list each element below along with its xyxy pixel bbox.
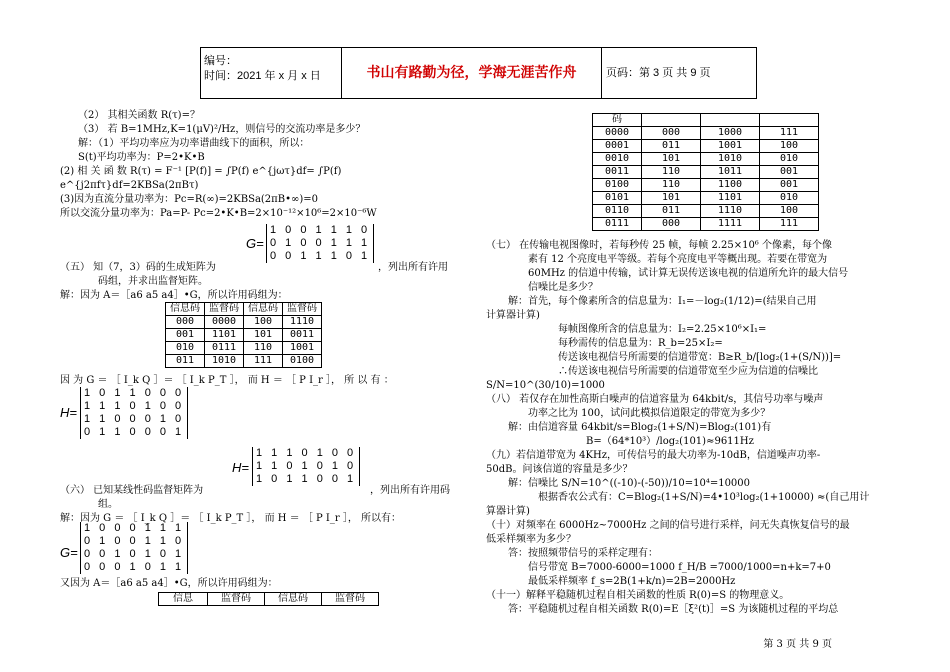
document-header xyxy=(200,47,757,99)
g-label: G= xyxy=(246,236,264,251)
right-line: 答：平稳随机过程自相关函数 R(0)=E［ξ²(t)］=S 为该随机过程的平均总 xyxy=(508,604,839,615)
right-line: 解：首先，每个像素所含的信息量为：I₁=－log₂(1/12)=(结果自己用 xyxy=(508,296,817,307)
table-cell: 0000 xyxy=(593,127,642,140)
table-cell: 011 xyxy=(642,205,701,218)
right-line: （十）对频率在 6000Hz~7000Hz 之间的信号进行采样，问无失真恢复信号的最 xyxy=(486,520,850,531)
table-cell: 111 xyxy=(244,355,283,368)
matrix-row: 0 0 1 0 1 0 1 xyxy=(84,548,185,560)
table-header xyxy=(642,114,701,127)
right-line: 答：按照频带信号的采样定理有： xyxy=(508,548,658,559)
table-row xyxy=(593,205,819,218)
table-cell: 0111 xyxy=(593,218,642,231)
table-cell: 101 xyxy=(642,153,701,166)
table-cell: 1001 xyxy=(283,342,322,355)
left-line: （2） 其相关函数 R(τ)=？ xyxy=(78,110,200,121)
g1-matrix xyxy=(266,224,374,263)
h-label: H= xyxy=(232,460,249,475)
right-line: 信噪比是多少？ xyxy=(528,282,598,293)
right-line: 传送该电视信号所需要的信道带宽：B≥R_b/[log₂(1+(S/N))]= xyxy=(558,352,842,363)
header-motto: 书山有路勤为径，学海无涯苦作舟 xyxy=(342,48,602,98)
code-table-3 xyxy=(592,113,819,231)
table-cell: 110 xyxy=(642,166,701,179)
table-cell: 1000 xyxy=(701,127,760,140)
table-row xyxy=(593,127,819,140)
table-cell: 001 xyxy=(760,179,819,192)
h2-matrix xyxy=(252,447,360,486)
table-cell: 0111 xyxy=(205,342,244,355)
right-line: 功率之比为 100，试问此模拟信道限定的带宽为多少？ xyxy=(528,408,771,419)
matrix-row: 1 0 0 1 1 1 0 xyxy=(270,224,371,236)
code-table-2 xyxy=(158,592,379,606)
right-line: 解：由信道容量 64kbit/s=Blog₂(1+S/N)=Blog₂(101)有 xyxy=(508,422,772,433)
table-cell: 001 xyxy=(760,166,819,179)
table-cell: 0100 xyxy=(593,179,642,192)
h-label: H= xyxy=(60,405,77,420)
table-header: 监督码 xyxy=(205,303,244,316)
table-header xyxy=(760,114,819,127)
right-line: （九）若信道带宽为 4KHz，可传信号的最大功率为-10dB，信道噪声功率- xyxy=(486,450,821,461)
right-line: 每秒需传的信息量为：R_b=25×I₂= xyxy=(558,338,723,349)
right-line: 根据香农公式有：C=Blog₂(1+S/N)=4•10³log₂(1+10000) ≈(自己用计 xyxy=(538,492,870,503)
table-cell: 110 xyxy=(642,179,701,192)
right-line: 信号带宽 B=7000-6000=1000 f_H/B =7000/1000=n+k=7+0 xyxy=(528,562,831,573)
table-header: 监督码 xyxy=(322,593,379,606)
table-cell: 1101 xyxy=(701,192,760,205)
table-cell: 010 xyxy=(166,342,205,355)
right-line: 解：信噪比 S/N=10^((-10)-(-50))/10=10⁴=10000 xyxy=(508,478,751,489)
table-cell: 110 xyxy=(244,342,283,355)
table-cell: 1011 xyxy=(701,166,760,179)
number-label: 编号： xyxy=(204,55,237,67)
table-cell: 100 xyxy=(244,316,283,329)
table-cell: 0100 xyxy=(283,355,322,368)
q6-line-end: ，列出所有许用码 xyxy=(370,485,450,496)
table-header: 监督码 xyxy=(208,593,265,606)
table-cell: 011 xyxy=(642,140,701,153)
left-line: (2) 相 关 函 数 R(τ) = F⁻¹ [P(f)] = ∫P(f) e^{jωτ}df= ∫P(f) xyxy=(60,166,342,177)
left-line: e^{j2πfτ}df=2KBSa(2πBτ) xyxy=(60,180,199,191)
page-footer: 第 3 页 共 9 页 xyxy=(763,639,832,650)
table-header: 监督码 xyxy=(283,303,322,316)
table-cell: 0010 xyxy=(593,153,642,166)
right-line: 素有 12 个亮度电平等级。若每个亮度电平等概出现。若要在带宽为 xyxy=(528,254,828,265)
right-line: 低采样频率为多少？ xyxy=(486,534,576,545)
matrix-row: 1 1 1 0 1 0 0 xyxy=(84,400,185,412)
table-cell: 0001 xyxy=(593,140,642,153)
table-header: 码 xyxy=(593,114,642,127)
matrix-row: 1 1 0 1 0 1 0 xyxy=(256,460,357,472)
table-cell: 1010 xyxy=(701,153,760,166)
table-header: 信息 xyxy=(159,593,208,606)
time-label: 时间：2021 年 x 月 x 日 xyxy=(204,70,321,82)
g-label: G= xyxy=(60,545,78,560)
table-cell: 101 xyxy=(642,192,701,205)
q5-solution: 解：因为 A＝［a6 a5 a4］•G，所以许用码组为： xyxy=(60,290,288,301)
table-cell: 1101 xyxy=(205,329,244,342)
g2-matrix xyxy=(80,522,188,574)
table-cell: 0011 xyxy=(283,329,322,342)
matrix-row: 1 0 1 1 0 0 0 xyxy=(84,387,185,399)
right-line: （八） 若仅存在加性高斯白噪声的信道容量为 64kbit/s，其信号功率与噪声 xyxy=(486,394,824,405)
table-row xyxy=(593,218,819,231)
q6-line: （六） 已知某线性码监督矩阵为 xyxy=(60,485,204,496)
table-cell: 000 xyxy=(642,127,701,140)
right-line: （十一）解释平稳随机过程自相关函数的性质 R(0)=S 的物理意义。 xyxy=(486,590,790,601)
q5-h-line: 因 为 G ＝ ［ I_k Q ］＝ ［ I_k P_T ］， 而 H ＝ ［ P I_r ］， 所 以 有 ： xyxy=(60,375,394,386)
matrix-row: 0 0 0 1 0 1 1 xyxy=(84,561,185,573)
matrix-row: 0 0 1 1 1 0 1 xyxy=(270,250,371,262)
right-line: 算器计算) xyxy=(486,506,530,517)
table-row xyxy=(593,153,819,166)
table-cell: 010 xyxy=(760,153,819,166)
right-line: 计算器计算) xyxy=(486,310,540,321)
left-line: (3)因为直流分量功率为：Pc=R(∞)=2KBSa(2πB•∞)=0 xyxy=(60,194,318,205)
table-cell: 1110 xyxy=(283,316,322,329)
table-row xyxy=(166,329,322,342)
table-header: 信息码 xyxy=(166,303,205,316)
table-cell: 101 xyxy=(244,329,283,342)
table-cell: 1110 xyxy=(701,205,760,218)
table-cell: 0101 xyxy=(593,192,642,205)
header-page-label: 页码：第 3 页 共 9 页 xyxy=(606,67,711,79)
right-line: 60MHz 的信道中传输，试计算无误传送该电视的信道所允许的最大信号 xyxy=(528,268,849,279)
matrix-row: 1 0 1 1 0 0 1 xyxy=(256,473,357,485)
table-cell: 1111 xyxy=(701,218,760,231)
right-line: B=（64*10³）/log₂(101)≈9611Hz xyxy=(586,436,754,447)
table-cell: 000 xyxy=(166,316,205,329)
table-cell: 100 xyxy=(760,140,819,153)
code-table-1 xyxy=(165,302,322,368)
table-cell: 1010 xyxy=(205,355,244,368)
matrix-row: 0 1 1 0 0 0 1 xyxy=(84,426,185,438)
table-cell: 1100 xyxy=(701,179,760,192)
right-line: 50dB。问该信道的容量是多少？ xyxy=(486,464,633,475)
q6-solution: 解：因为 G ＝ ［ I_k Q ］＝ ［ I_k P_T ］， 而 H ＝ ［ P I_r ］， 所以有： xyxy=(60,513,402,524)
right-line: S/N=10^(30/10)=1000 xyxy=(486,380,605,391)
left-line: S(t)平均功率为：P=2•K•B xyxy=(78,152,205,163)
table-cell: 0011 xyxy=(593,166,642,179)
table-cell: 0000 xyxy=(205,316,244,329)
table-cell: 011 xyxy=(166,355,205,368)
right-line: 最低采样频率 f_s=2B(1+k/n)=2B=2000Hz xyxy=(528,576,736,587)
table-cell: 1001 xyxy=(701,140,760,153)
q6-line: 组。 xyxy=(98,499,118,510)
matrix-row: 0 1 0 0 1 1 1 xyxy=(270,237,371,249)
h1-matrix xyxy=(80,387,188,439)
right-line: （七） 在传输电视图像时，若每秒传 25 帧，每帧 2.25×10⁶ 个像素，每个像 xyxy=(486,240,832,251)
q5-line: 码组，并求出监督矩阵。 xyxy=(98,276,208,287)
matrix-row: 0 1 0 0 1 1 0 xyxy=(84,535,185,547)
header-meta xyxy=(201,48,342,98)
table-cell: 0110 xyxy=(593,205,642,218)
table-cell: 111 xyxy=(760,218,819,231)
matrix-row: 1 1 1 0 1 0 0 xyxy=(256,447,357,459)
table-row xyxy=(593,192,819,205)
table-row xyxy=(166,342,322,355)
table-row xyxy=(593,179,819,192)
left-line: （3） 若 B=1MHz,K=1(μV)²/Hz，则信号的交流功率是多少？ xyxy=(78,124,366,135)
table-header: 信息码 xyxy=(265,593,322,606)
table-cell: 111 xyxy=(760,127,819,140)
table-row xyxy=(593,166,819,179)
q5-line: （五） 知（7，3）码的生成矩阵为 xyxy=(60,262,216,273)
table-cell: 100 xyxy=(760,205,819,218)
table-header xyxy=(701,114,760,127)
left-line: 所以交流分量功率为：Pa=P- Pc=2•K•B=2×10⁻¹²×10⁶=2×10⁻⁶W xyxy=(60,208,377,219)
table-row xyxy=(166,355,322,368)
q6-tail: 又因为 A＝［a6 a5 a4］•G，所以许用码组为： xyxy=(60,578,278,589)
table-header: 信息码 xyxy=(244,303,283,316)
table-row xyxy=(166,316,322,329)
matrix-row: 1 0 0 0 1 1 1 xyxy=(84,522,185,534)
table-cell: 001 xyxy=(166,329,205,342)
table-row xyxy=(593,140,819,153)
left-line: 解：（1）平均功率应为功率谱曲线下的面积，所以： xyxy=(78,138,310,149)
matrix-row: 1 1 0 0 0 1 0 xyxy=(84,413,185,425)
right-line: 每帧图像所含的信息量为：I₂=2.25×10⁶×I₁= xyxy=(558,324,767,335)
table-cell: 010 xyxy=(760,192,819,205)
q5-line-end: ，列出所有许用 xyxy=(378,262,448,273)
right-line: ∴传送该电视信号所需要的信道带宽至少应为信道的信噪比 xyxy=(558,366,818,377)
table-cell: 000 xyxy=(642,218,701,231)
